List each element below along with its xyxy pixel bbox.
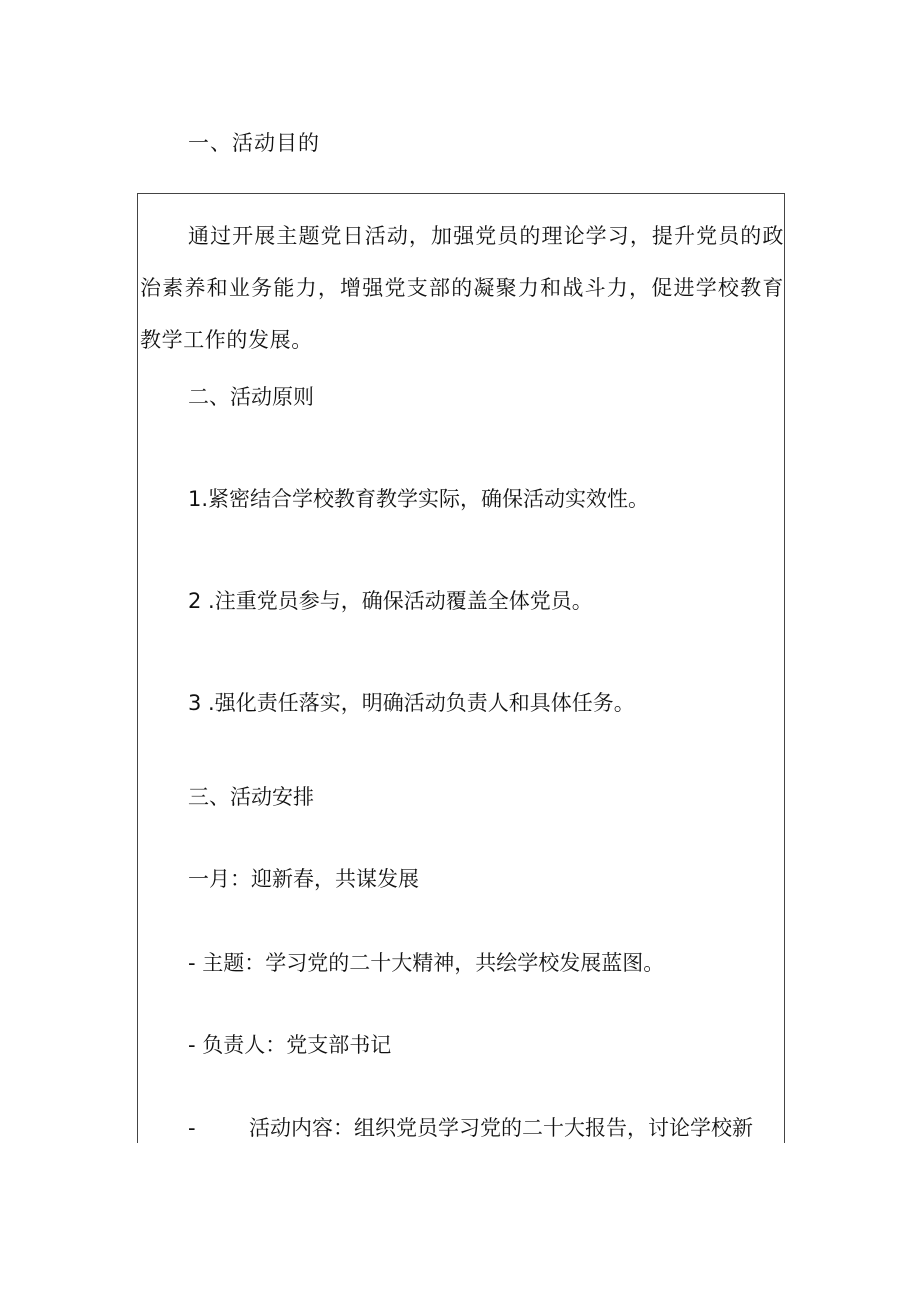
principle-item-3: 3 .强化责任落实，明确活动负责人和具体任务。 [188,691,635,715]
month1-content: 活动内容：组织党员学习党的二十大报告，讨论学校新 [249,1116,753,1140]
principle-item-2: 2 .注重党员参与，确保活动覆盖全体党员。 [188,589,593,613]
month1-theme: - 主题：学习党的二十大精神，共绘学校发展蓝图。 [188,951,665,975]
purpose-paragraph: 通过开展主题党日活动，加强党员的理论学习，提升党员的政治素养和业务能力，增强党支部的凝聚力和战斗力，促进学校教育教学工作的发展。 [140,224,784,352]
section-title-arrangement: 三、活动安排 [188,785,314,809]
section-title-purpose: 一、活动目的 [188,131,320,155]
section-title-principles: 二、活动原则 [188,385,314,409]
month1-content-dash: - [188,1116,196,1140]
month1-title: 一月：迎新春，共谋发展 [188,867,419,891]
month1-owner: - 负责人：党支部书记 [188,1033,392,1057]
principle-item-1: 1.紧密结合学校教育教学实际，确保活动实效性。 [188,487,650,511]
